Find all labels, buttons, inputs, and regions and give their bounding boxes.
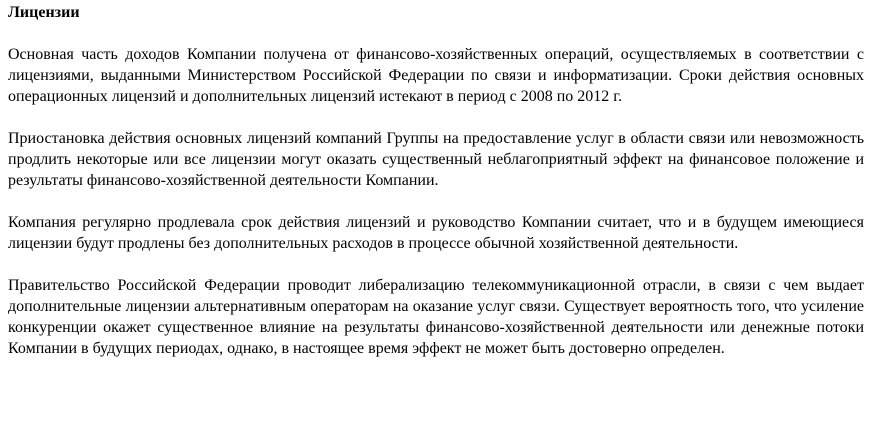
paragraph-license-suspension-risk: Приостановка действия основных лицензий компаний Группы на предоставление услуг в области связи или невозможность продлить некоторые или все лицензии могут оказать существенный неблагоприятный эффект на финансовое положение и результаты финансово-хозяйственной деятельности Компании. <box>8 130 864 189</box>
section-title: Лицензии <box>8 4 80 21</box>
paragraph-market-liberalization: Правительство Российской Федерации проводит либерализацию телекоммуникационной отрасли, в связи с чем выдает дополнительные лицензии альтернативным операторам на оказание услуг связи. Существует вероятность того, что усиление конкуренции окажет существенное влияние на результаты финансово-хозяйственной деятельности или денежные потоки Компании в будущих периодах, однако, в настоящее время эффект не может быть достоверно определен. <box>8 277 864 357</box>
paragraph-license-renewal: Компания регулярно продлевала срок действия лицензий и руководство Компании считает, что и в будущем имеющиеся лицензии будут продлены без дополнительных расходов в процессе обычной хозяйственной деятельности. <box>8 214 864 252</box>
document-body <box>8 2 864 359</box>
paragraph-licenses-income: Основная часть доходов Компании получена от финансово-хозяйственных операций, осуществляемых в соответствии с лицензиями, выданными Министерством Российской Федерации по связи и информатизации. Сроки действия основных операционных лицензий и дополнительных лицензий истекают в период с 2008 по 2012 г. <box>8 46 864 105</box>
